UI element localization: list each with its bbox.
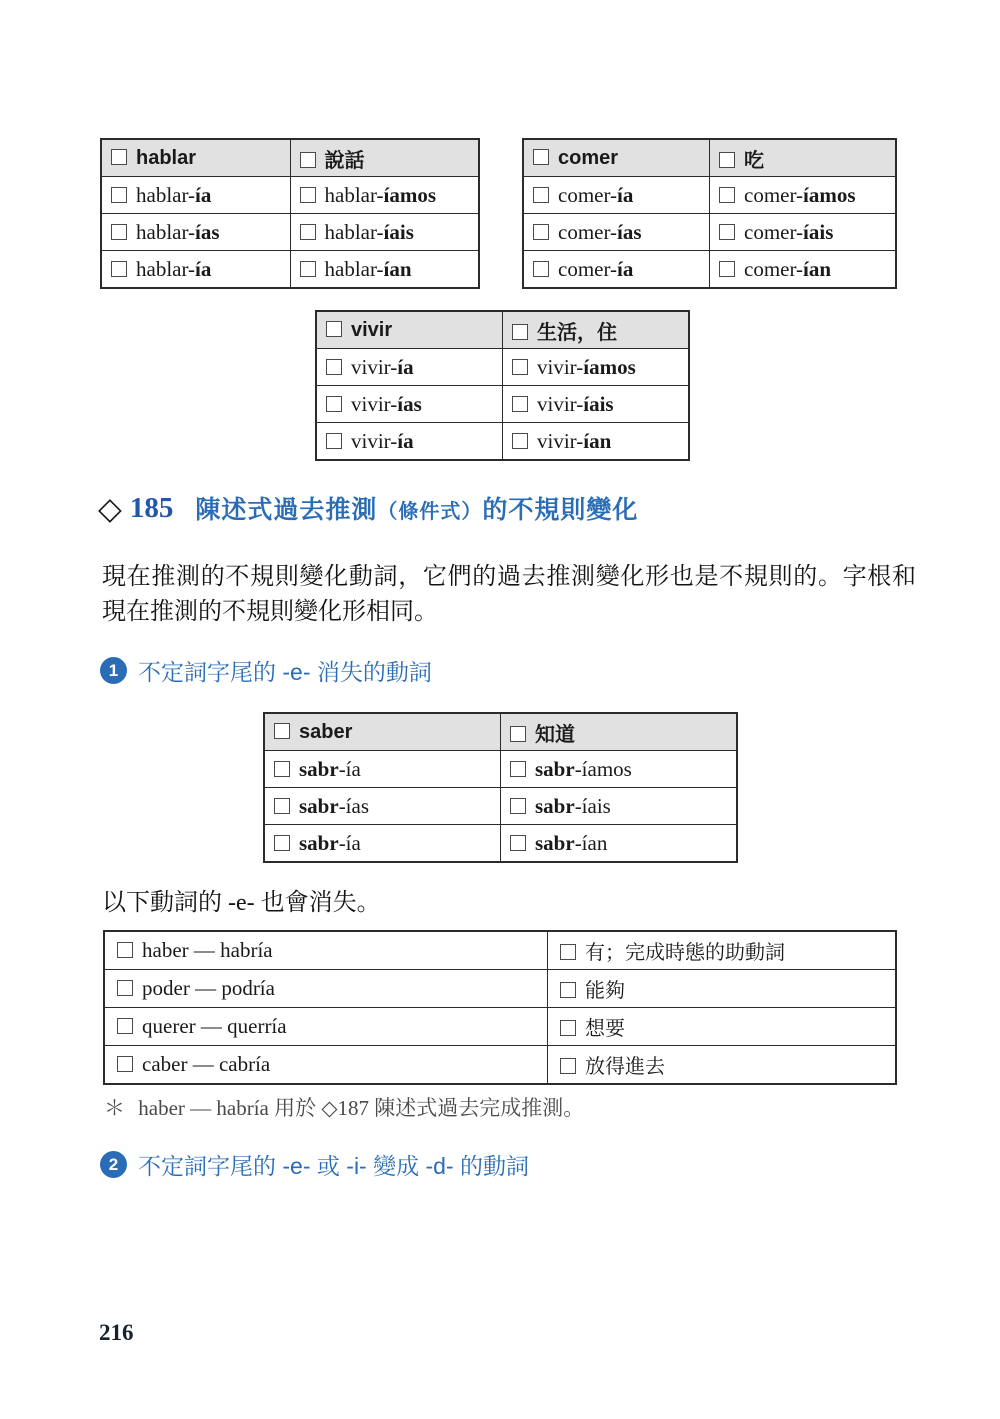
verb-list-leadin: 以下動詞的 -e- 也會消失。: [102, 890, 381, 916]
verb-title: vivir: [351, 318, 393, 341]
table-cell: [501, 788, 738, 825]
verb-stem: vivir-: [351, 428, 398, 453]
verb-title: saber: [299, 720, 353, 743]
checkbox-icon: [274, 835, 290, 851]
table-cell: [316, 386, 503, 423]
checkbox-icon: [326, 396, 342, 412]
spanish-verb-pair: caber — cabría: [142, 1052, 271, 1076]
subsection-1-heading: [100, 654, 432, 687]
checkbox-icon: [719, 187, 735, 203]
vivir-conjugation-table: [315, 310, 690, 461]
table-cell: [264, 751, 501, 788]
table-row: [523, 251, 896, 289]
verb-ending: ía: [397, 354, 414, 379]
subsection-2-label: 不定詞字尾的 -e- 或 -i- 變成 -d- 的動詞: [138, 1153, 529, 1179]
verb-ending: ía: [617, 256, 634, 281]
diamond-icon: ◇: [98, 490, 122, 526]
verb-ending: ía: [397, 428, 414, 453]
verb-ending: ías: [397, 391, 422, 416]
table-row: [264, 825, 737, 863]
verb-ending: -ía: [338, 830, 361, 855]
intro-paragraph: 現在推測的不規則變化動詞，它們的過去推測變化形也是不規則的。字根和現在推測的不規則變化形相同。: [102, 564, 916, 625]
table-cell: [101, 177, 290, 214]
saber-conjugation-table: [263, 712, 738, 863]
verb-ending: ía: [195, 182, 212, 207]
verb-header-cell: [316, 311, 503, 349]
checkbox-icon: [274, 723, 290, 739]
checkbox-icon: [533, 261, 549, 277]
table-cell: [101, 214, 290, 251]
verb-ending: íamos: [803, 182, 856, 207]
checkbox-icon: [533, 187, 549, 203]
table-row: [101, 214, 479, 251]
verb-ending: ía: [617, 182, 634, 207]
circled-number-2-icon: 2: [100, 1151, 127, 1178]
table-row: [104, 931, 896, 970]
verb-meaning: 知道: [535, 723, 575, 746]
verb-stem: sabr: [299, 793, 339, 818]
chinese-meaning-cell: [548, 1008, 896, 1046]
checkbox-icon: [117, 1056, 133, 1072]
table-cell: [290, 251, 479, 289]
verb-header-cell: [264, 713, 501, 751]
checkbox-icon: [719, 224, 735, 240]
verb-meaning: 吃: [744, 149, 764, 172]
verb-title: hablar: [136, 146, 197, 169]
verb-stem: comer-: [744, 256, 804, 281]
circled-number-1-icon: 1: [100, 657, 127, 684]
verb-ending: -íais: [574, 793, 611, 818]
table-cell: [710, 177, 897, 214]
chinese-meaning: 有；完成時態的助動詞: [585, 942, 786, 964]
checkbox-icon: [560, 982, 576, 998]
checkbox-icon: [117, 980, 133, 996]
table-cell: [710, 251, 897, 289]
checkbox-icon: [326, 433, 342, 449]
checkbox-icon: [300, 152, 316, 168]
verb-ending: íamos: [583, 354, 636, 379]
verb-ending: -íamos: [574, 756, 632, 781]
checkbox-icon: [300, 224, 316, 240]
checkbox-icon: [117, 942, 133, 958]
checkbox-icon: [512, 324, 528, 340]
checkbox-icon: [512, 359, 528, 375]
table-cell: [503, 386, 690, 423]
verb-stem: sabr: [299, 756, 339, 781]
table-cell: [523, 177, 710, 214]
asterisk-icon: ＊: [104, 1096, 125, 1120]
table-row: [101, 251, 479, 289]
table-cell: [264, 825, 501, 863]
page-number: 216: [99, 1320, 134, 1345]
chinese-meaning-cell: [548, 931, 896, 970]
spanish-cell: [104, 970, 548, 1008]
irregular-verb-list-table: [103, 930, 897, 1085]
chinese-meaning: 想要: [585, 1018, 626, 1040]
verb-stem: hablar-: [324, 256, 384, 281]
section-number: 185: [129, 491, 174, 524]
spanish-verb-pair: haber — habría: [142, 938, 273, 962]
checkbox-icon: [300, 187, 316, 203]
verb-stem: comer-: [558, 182, 618, 207]
table-cell: [290, 214, 479, 251]
chinese-meaning: 能夠: [585, 980, 626, 1002]
meaning-header-cell: [501, 713, 738, 751]
verb-meaning: 生活，住: [537, 321, 617, 344]
checkbox-icon: [274, 798, 290, 814]
table-row: [316, 349, 689, 386]
table-cell: [523, 214, 710, 251]
verb-ending: íais: [803, 219, 834, 244]
verb-ending: ían: [383, 256, 412, 281]
table-header-row: [264, 713, 737, 751]
subsection-1-label: 不定詞字尾的 -e- 消失的動詞: [138, 659, 432, 685]
verb-ending: -ían: [574, 830, 608, 855]
verb-stem: vivir-: [537, 428, 584, 453]
verb-ending: ía: [195, 256, 212, 281]
verb-ending: íais: [583, 391, 614, 416]
table-row: [101, 177, 479, 214]
verb-stem: comer-: [744, 219, 804, 244]
verb-stem: vivir-: [537, 391, 584, 416]
verb-ending: ías: [617, 219, 642, 244]
spanish-verb-pair: querer — querría: [142, 1014, 287, 1038]
chinese-meaning-cell: [548, 970, 896, 1008]
verb-title: comer: [558, 146, 619, 169]
verb-stem: comer-: [744, 182, 804, 207]
table-header-row: [101, 139, 479, 177]
table-header-row: [316, 311, 689, 349]
table-cell: [290, 177, 479, 214]
verb-stem: vivir-: [351, 391, 398, 416]
checkbox-icon: [560, 944, 576, 960]
table-cell: [501, 825, 738, 863]
verb-stem: comer-: [558, 219, 618, 244]
table-row: [523, 177, 896, 214]
spanish-cell: [104, 931, 548, 970]
verb-header-cell: [523, 139, 710, 177]
footnote: [104, 1092, 584, 1122]
checkbox-icon: [533, 224, 549, 240]
verb-ending: ías: [195, 219, 220, 244]
verb-stem: hablar-: [324, 219, 384, 244]
table-row: [316, 386, 689, 423]
verb-ending: íamos: [383, 182, 437, 207]
table-row: [523, 214, 896, 251]
verb-ending: -ías: [338, 793, 370, 818]
table-cell: [316, 349, 503, 386]
chinese-meaning: 放得進去: [585, 1056, 666, 1078]
verb-header-cell: [101, 139, 290, 177]
section-title: [195, 490, 638, 526]
section-title-post: 的不規則變化: [482, 496, 639, 524]
checkbox-icon: [533, 149, 549, 165]
table-cell: [503, 423, 690, 461]
checkbox-icon: [510, 726, 526, 742]
verb-stem: hablar-: [136, 219, 196, 244]
table-row: [316, 423, 689, 461]
section-title-pre: 陳述式過去推測: [195, 496, 378, 524]
table-cell: [316, 423, 503, 461]
footnote-text: haber — habría 用於 ◇187 陳述式過去完成推測。: [138, 1096, 585, 1120]
chinese-meaning-cell: [548, 1046, 896, 1085]
meaning-header-cell: [503, 311, 690, 349]
table-row: [264, 751, 737, 788]
table-cell: [101, 251, 290, 289]
table-cell: [501, 751, 738, 788]
section-heading: [98, 490, 638, 526]
verb-stem: sabr: [299, 830, 339, 855]
checkbox-icon: [111, 149, 127, 165]
verb-stem: sabr: [535, 793, 575, 818]
checkbox-icon: [510, 761, 526, 777]
section-title-paren: （條件式）: [377, 501, 483, 523]
verb-ending: -ía: [338, 756, 361, 781]
checkbox-icon: [512, 433, 528, 449]
subsection-2-heading: [100, 1148, 529, 1181]
checkbox-icon: [326, 321, 342, 337]
table-cell: [710, 214, 897, 251]
spanish-cell: [104, 1046, 548, 1085]
verb-ending: ían: [803, 256, 832, 281]
table-row: [104, 1046, 896, 1085]
checkbox-icon: [510, 798, 526, 814]
table-row: [104, 1008, 896, 1046]
verb-stem: sabr: [535, 830, 575, 855]
verb-stem: hablar-: [324, 182, 384, 207]
hablar-conjugation-table: [100, 138, 480, 289]
checkbox-icon: [300, 261, 316, 277]
checkbox-icon: [111, 261, 127, 277]
verb-stem: comer-: [558, 256, 618, 281]
verb-stem: hablar-: [136, 182, 196, 207]
table-row: [264, 788, 737, 825]
checkbox-icon: [560, 1020, 576, 1036]
verb-stem: hablar-: [136, 256, 196, 281]
table-cell: [503, 349, 690, 386]
verb-stem: vivir-: [351, 354, 398, 379]
meaning-header-cell: [290, 139, 479, 177]
meaning-header-cell: [710, 139, 897, 177]
checkbox-icon: [719, 152, 735, 168]
verb-ending: íais: [383, 219, 414, 244]
verb-ending: ían: [583, 428, 612, 453]
verb-stem: sabr: [535, 756, 575, 781]
verb-meaning: 說話: [324, 149, 365, 172]
checkbox-icon: [326, 359, 342, 375]
checkbox-icon: [274, 761, 290, 777]
spanish-cell: [104, 1008, 548, 1046]
checkbox-icon: [719, 261, 735, 277]
checkbox-icon: [512, 396, 528, 412]
verb-stem: vivir-: [537, 354, 584, 379]
spanish-verb-pair: poder — podría: [142, 976, 275, 1000]
comer-conjugation-table: [522, 138, 897, 289]
checkbox-icon: [111, 187, 127, 203]
table-cell: [523, 251, 710, 289]
checkbox-icon: [111, 224, 127, 240]
table-header-row: [523, 139, 896, 177]
checkbox-icon: [117, 1018, 133, 1034]
checkbox-icon: [510, 835, 526, 851]
checkbox-icon: [560, 1058, 576, 1074]
table-row: [104, 970, 896, 1008]
table-cell: [264, 788, 501, 825]
